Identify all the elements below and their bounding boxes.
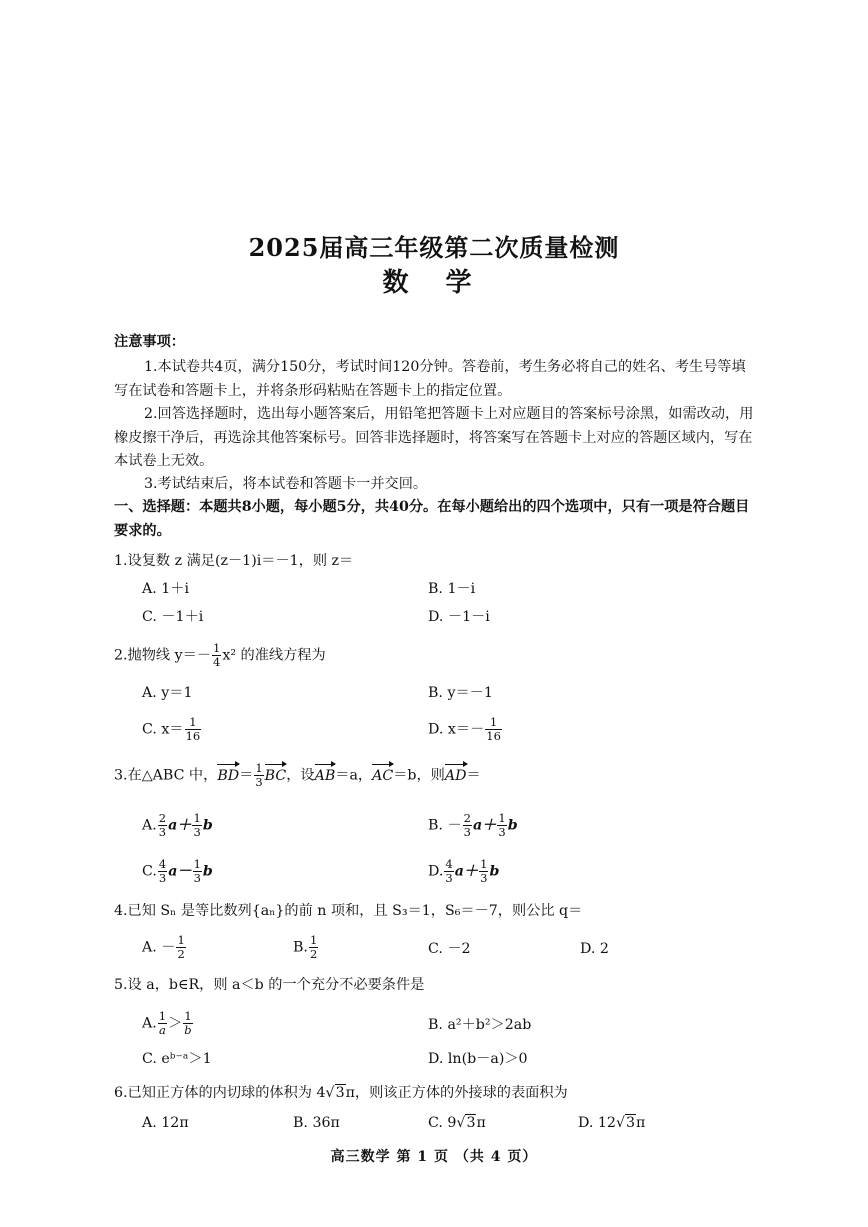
q6-c-root: 3 bbox=[466, 1115, 476, 1131]
q5-a-d1: a bbox=[159, 1023, 166, 1037]
sqrt-sign: √ bbox=[456, 1115, 466, 1131]
q3-fraction bbox=[254, 762, 263, 789]
q5-a-frac2 bbox=[183, 1010, 192, 1037]
q3-c-label: C. bbox=[142, 863, 157, 880]
q5-option-c: C. eᵇ⁻ᵃ＞1 bbox=[142, 1051, 212, 1067]
question-5-stem: 5.设 a，b∈R，则 a＜b 的一个充分不必要条件是 bbox=[114, 977, 425, 993]
q3-b-label: B. － bbox=[428, 817, 462, 834]
question-4-stem: 4.已知 Sₙ 是等比数列{aₙ}的前 n 项和，且 S₃＝1，S₆＝－7，则公比 q＝ bbox=[114, 903, 583, 919]
q3-a-m1: a＋ bbox=[168, 817, 192, 834]
q6-option-d bbox=[578, 1112, 645, 1134]
notice-item-2: 2.回答选择题时，选出每小题答案后，用铅笔把答题卡上对应题目的答案标号涂黑，如需改动，用橡皮擦干净后，再选涂其他答案标号。回答非选择题时，将答案写在答题卡上对应的答题区域内，写在本试卷上无效。 bbox=[114, 406, 754, 469]
q3-den: 3 bbox=[255, 775, 263, 789]
q3-option-b bbox=[428, 812, 518, 839]
q3-d-frac1 bbox=[444, 858, 453, 885]
q3-c-frac2 bbox=[193, 858, 202, 885]
sqrt-sign: √ bbox=[325, 1085, 335, 1101]
notice-item-1: 1.本试卷共4页，满分150分，考试时间120分钟。答卷前，考生务必将自己的姓名、考生号等填写在试卷和答题卡上，并将条形码粘贴在答题卡上的指定位置。 bbox=[114, 359, 746, 399]
q3-b-m1: a＋ bbox=[472, 817, 497, 834]
q3-b-n1: 2 bbox=[463, 811, 471, 825]
q3-d-d2: 3 bbox=[480, 871, 488, 885]
q6-d-root: 3 bbox=[626, 1115, 636, 1131]
q2-d-den: 16 bbox=[486, 729, 501, 743]
q3-b-m2: b bbox=[507, 817, 518, 834]
section-heading: 一、选择题：本题共8小题，每小题5分，共40分。在每小题给出的四个选项中，只有一项是符合题目要求的。 bbox=[114, 499, 750, 539]
q2-d-num: 1 bbox=[485, 716, 502, 730]
q3-b-frac2 bbox=[497, 812, 506, 839]
q6-stem-root: 3 bbox=[335, 1085, 345, 1101]
subject-title: 数 学 bbox=[382, 268, 486, 298]
q6-c-post: π bbox=[476, 1115, 486, 1131]
q3-c-m2: b bbox=[202, 863, 213, 880]
q6-stem-post: π，则该正方体的外接球的表面积为 bbox=[345, 1085, 568, 1101]
page-footer: 高三数学 第 1 页 （共 4 页） bbox=[330, 1149, 538, 1165]
q6-option-a: A. 12π bbox=[142, 1115, 189, 1131]
q3-mid2: ＝a， bbox=[335, 767, 373, 784]
q3-c-d2: 3 bbox=[193, 871, 201, 885]
q3-a-label: A. bbox=[142, 817, 157, 834]
q3-b-n2: 1 bbox=[498, 811, 506, 825]
q2-stem-post: x² 的准线方程为 bbox=[222, 647, 326, 664]
question-6-stem bbox=[114, 1082, 568, 1104]
q3-d-d1: 3 bbox=[445, 871, 453, 885]
q3-mid1: ，设 bbox=[286, 767, 315, 784]
q2-option-a: A. y＝1 bbox=[142, 685, 193, 701]
q3-option-c bbox=[142, 858, 213, 885]
q2-stem-pre: 2.抛物线 y＝－ bbox=[114, 647, 211, 664]
q2-d-pre: D. x＝－ bbox=[428, 721, 485, 738]
vector-ab: AB bbox=[315, 765, 336, 787]
q2-c-num: 1 bbox=[185, 716, 202, 730]
q3-end: ＝ bbox=[466, 767, 481, 784]
q5-option-a bbox=[142, 1010, 194, 1037]
q5-a-n1: 1 bbox=[158, 1009, 167, 1023]
vector-bc: BC bbox=[265, 765, 287, 787]
q5-a-mid: ＞ bbox=[168, 1015, 183, 1032]
q3-a-n2: 1 bbox=[193, 811, 201, 825]
question-1-stem: 1.设复数 z 满足(z－1)i＝－1，则 z＝ bbox=[114, 553, 354, 569]
q3-a-m2: b bbox=[202, 817, 213, 834]
q4-a-den: 2 bbox=[177, 947, 185, 961]
vector-ad: AD bbox=[445, 765, 467, 787]
vector-bd: BD bbox=[217, 765, 239, 787]
q5-option-d: D. ln(b－a)＞0 bbox=[428, 1051, 528, 1067]
question-2-stem bbox=[114, 642, 326, 669]
q3-c-frac1 bbox=[158, 858, 167, 885]
q3-a-d2: 3 bbox=[193, 825, 201, 839]
q6-stem-pre: 6.已知正方体的内切球的体积为 4 bbox=[114, 1085, 326, 1101]
q5-a-frac1 bbox=[158, 1010, 167, 1037]
q3-a-frac1 bbox=[158, 812, 167, 839]
q1-option-d: D. －1－i bbox=[428, 609, 490, 625]
q3-d-n2: 1 bbox=[480, 857, 488, 871]
q2-c-pre: C. x＝ bbox=[142, 721, 184, 738]
q5-a-d2: b bbox=[184, 1023, 192, 1037]
q3-d-n1: 4 bbox=[445, 857, 453, 871]
q2-option-c bbox=[142, 716, 202, 743]
vector-ac: AC bbox=[372, 765, 393, 787]
q3-d-m1: a＋ bbox=[454, 863, 479, 880]
q4-b-frac bbox=[309, 934, 318, 961]
q4-b-pre: B. bbox=[293, 939, 308, 956]
q3-a-n1: 2 bbox=[158, 811, 167, 825]
q3-mid3: ＝b，则 bbox=[393, 767, 445, 784]
q5-a-pre: A. bbox=[142, 1015, 157, 1032]
q6-option-b: B. 36π bbox=[293, 1115, 340, 1131]
q2-c-den: 16 bbox=[185, 729, 201, 743]
q2-c-fraction bbox=[185, 716, 202, 743]
q3-num: 1 bbox=[255, 761, 263, 775]
q3-a-frac2 bbox=[192, 812, 201, 839]
q3-d-frac2 bbox=[479, 858, 488, 885]
q3-option-a bbox=[142, 812, 213, 839]
q2-option-b: B. y＝－1 bbox=[428, 685, 493, 701]
exam-title: 2025届高三年级第二次质量检测 bbox=[248, 233, 620, 262]
notice-item-3: 3.考试结束后，将本试卷和答题卡一并交回。 bbox=[144, 476, 428, 492]
q3-d-m2: b bbox=[489, 863, 500, 880]
q2-num: 1 bbox=[213, 641, 221, 655]
q4-a-num: 1 bbox=[177, 933, 185, 947]
q4-b-num: 1 bbox=[309, 933, 318, 947]
q6-d-post: π bbox=[636, 1115, 646, 1131]
q4-b-den: 2 bbox=[309, 947, 318, 961]
q3-b-frac1 bbox=[463, 812, 472, 839]
q3-c-n1: 4 bbox=[158, 857, 167, 871]
q3-b-d2: 3 bbox=[498, 825, 506, 839]
sqrt-sign: √ bbox=[615, 1115, 625, 1131]
q3-c-m1: a－ bbox=[168, 863, 192, 880]
q6-c-pre: C. 9 bbox=[428, 1115, 457, 1131]
q4-a-pre: A. － bbox=[142, 939, 176, 956]
q3-d-label: D. bbox=[428, 863, 444, 880]
q1-option-b: B. 1－i bbox=[428, 581, 476, 597]
q4-option-c: C. －2 bbox=[428, 941, 471, 957]
q3-option-d bbox=[428, 858, 499, 885]
q2-d-fraction bbox=[485, 716, 502, 743]
q5-option-b: B. a²＋b²＞2ab bbox=[428, 1017, 532, 1033]
q2-option-d bbox=[428, 716, 503, 743]
q3-eq: ＝ bbox=[239, 767, 254, 784]
q4-option-b bbox=[293, 934, 319, 961]
q3-b-d1: 3 bbox=[463, 825, 471, 839]
q5-a-n2: 1 bbox=[184, 1009, 192, 1023]
q4-option-d: D. 2 bbox=[580, 941, 609, 957]
q6-d-pre: D. 12 bbox=[578, 1115, 616, 1131]
q1-option-c: C. －1＋i bbox=[142, 609, 204, 625]
q4-a-frac bbox=[176, 934, 185, 961]
q2-den: 4 bbox=[213, 655, 221, 669]
q6-option-c bbox=[428, 1112, 486, 1134]
q3-c-d1: 3 bbox=[158, 871, 167, 885]
q3-a-d1: 3 bbox=[158, 825, 167, 839]
q3-pre: 3.在△ABC 中， bbox=[114, 767, 218, 784]
question-3-stem bbox=[114, 762, 481, 789]
q4-option-a bbox=[142, 934, 187, 961]
q3-c-n2: 1 bbox=[193, 857, 201, 871]
notice-heading: 注意事项： bbox=[114, 334, 185, 350]
q2-fraction bbox=[212, 642, 221, 669]
q1-option-a: A. 1＋i bbox=[142, 581, 190, 597]
